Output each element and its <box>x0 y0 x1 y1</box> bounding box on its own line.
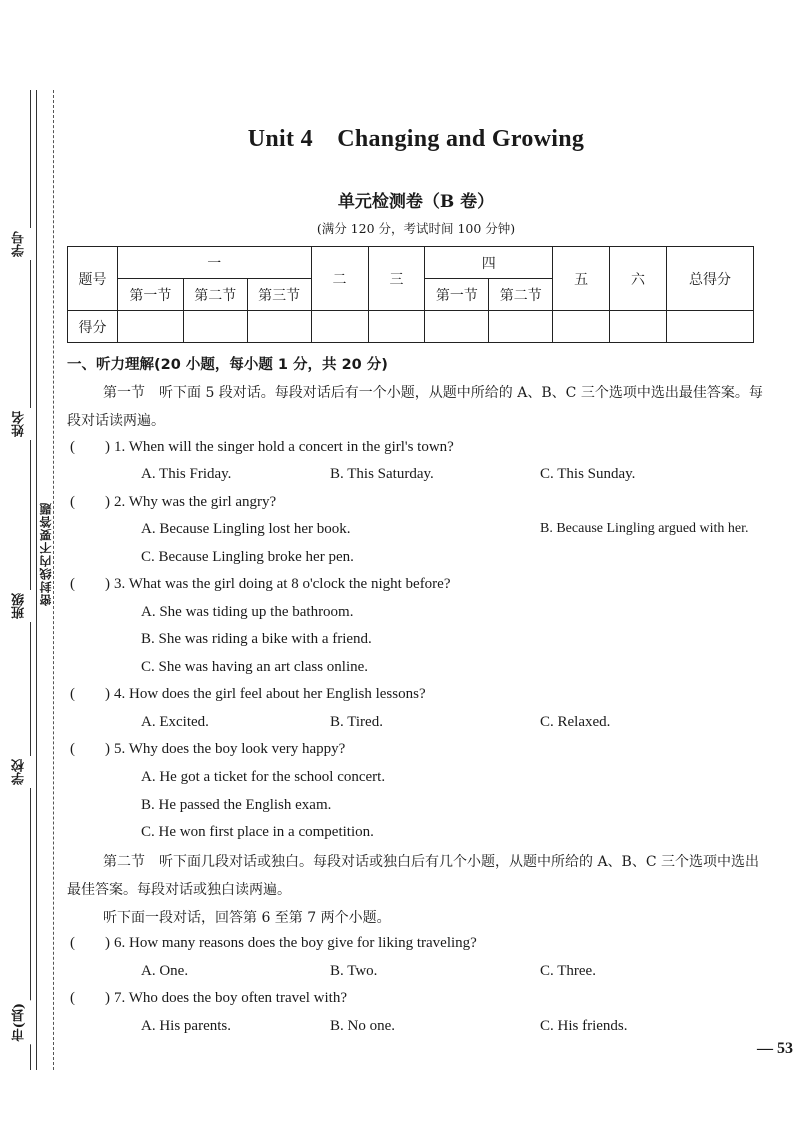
score-cell[interactable] <box>247 311 311 343</box>
part4-section-header: 第一节 <box>425 279 489 311</box>
question-stem: 5. Why does the boy look very happy? <box>114 741 346 757</box>
option-c[interactable]: C. She was having an art class online. <box>141 659 369 675</box>
answer-blank[interactable]: ( ) <box>70 494 110 510</box>
score-cell[interactable] <box>425 311 489 343</box>
score-cell[interactable] <box>368 311 425 343</box>
option-b[interactable]: B. Two. <box>330 963 378 979</box>
score-row-label: 得分 <box>68 311 118 343</box>
answer-blank[interactable]: ( ) <box>70 576 110 592</box>
option-b[interactable]: B. Tired. <box>330 714 383 730</box>
options-row <box>0 464 793 484</box>
option-c[interactable]: C. This Sunday. <box>540 466 636 482</box>
part1-section-header: 第二节 <box>183 279 247 311</box>
options-row <box>0 961 793 981</box>
score-cell[interactable] <box>311 311 368 343</box>
dialogue-intro: 听下面一段对话，回答第 6 至第 7 两个小题。 <box>103 910 391 926</box>
option-a[interactable]: A. This Friday. <box>141 466 232 482</box>
question-stem: 6. How many reasons does the boy give for liking traveling? <box>114 935 477 951</box>
seal-note: 密封线内不要答题 <box>39 502 53 606</box>
option-c[interactable]: C. Relaxed. <box>540 714 611 730</box>
name-label: 姓名 <box>10 408 32 440</box>
answer-blank[interactable]: ( ) <box>70 935 110 951</box>
score-cell[interactable] <box>553 311 610 343</box>
part1-section-header: 第三节 <box>247 279 311 311</box>
option-b[interactable]: B. She was riding a bike with a friend. <box>141 631 372 647</box>
options-row <box>0 629 793 649</box>
question-3 <box>0 574 793 594</box>
answer-blank[interactable]: ( ) <box>70 686 110 702</box>
question-6 <box>0 933 793 953</box>
option-c[interactable]: C. He won first place in a competition. <box>141 824 374 840</box>
question-stem: 1. When will the singer hold a concert in the girl's town? <box>114 439 454 455</box>
score-cell[interactable] <box>183 311 247 343</box>
options-row <box>0 547 793 567</box>
answer-blank[interactable]: ( ) <box>70 741 110 757</box>
option-a[interactable]: A. One. <box>141 963 189 979</box>
option-b[interactable]: B. No one. <box>330 1018 395 1034</box>
answer-blank[interactable]: ( ) <box>70 990 110 1006</box>
exam-note: (满分 120 分，考试时间 100 分钟) <box>316 221 516 236</box>
options-row <box>0 1016 793 1036</box>
part3-header: 三 <box>368 247 425 311</box>
section-heading: 一、听力理解(20 小题，每小题 1 分，共 20 分) <box>67 357 388 373</box>
options-row <box>0 767 793 787</box>
option-c[interactable]: C. Because Lingling broke her pen. <box>141 549 354 565</box>
score-cell[interactable] <box>667 311 754 343</box>
options-row <box>0 657 793 677</box>
options-row <box>0 822 793 842</box>
options-row <box>0 712 793 732</box>
options-row <box>0 602 793 622</box>
question-stem: 3. What was the girl doing at 8 o'clock the night before? <box>114 576 451 592</box>
class-label: 班级 <box>10 590 32 622</box>
option-a[interactable]: A. Because Lingling lost her book. <box>141 521 351 537</box>
total-score-header: 总得分 <box>667 247 754 311</box>
part2-instructions: 第二节 听下面几段对话或独白。每段对话或独白后有几个小题，从题中所给的 A、B、C 三个选项中选出最佳答案。每段对话或独白读两遍。 <box>67 854 760 898</box>
page-number: — 53 <box>757 1040 793 1057</box>
option-b[interactable]: B. Because Lingling argued with her. <box>540 521 749 536</box>
option-a[interactable]: A. His parents. <box>141 1018 231 1034</box>
part1-header: 一 <box>117 247 311 279</box>
score-cell[interactable] <box>117 311 183 343</box>
school-label: 学校 <box>10 756 32 788</box>
option-b[interactable]: B. This Saturday. <box>330 466 434 482</box>
question-stem: 2. Why was the girl angry? <box>114 494 277 510</box>
option-c[interactable]: C. His friends. <box>540 1018 628 1034</box>
option-a[interactable]: A. He got a ticket for the school concert. <box>141 769 386 785</box>
option-c[interactable]: C. Three. <box>540 963 596 979</box>
part2-header: 二 <box>311 247 368 311</box>
question-4 <box>0 684 793 704</box>
question-stem: 4. How does the girl feel about her English lessons? <box>114 686 426 702</box>
part5-header: 五 <box>553 247 610 311</box>
question-1 <box>0 437 793 457</box>
city-label: 市(县) <box>10 1000 32 1044</box>
part1-section-header: 第一节 <box>117 279 183 311</box>
part1-instructions: 第一节 听下面 5 段对话。每段对话后有一个小题，从题中所给的 A、B、C 三个选项中选出最佳答案。每段对话读两遍。 <box>67 385 763 429</box>
answer-blank[interactable]: ( ) <box>70 439 110 455</box>
question-2 <box>0 492 793 512</box>
score-table <box>67 246 754 343</box>
student-id-label: 学号 <box>10 228 32 260</box>
options-row <box>0 795 793 815</box>
question-7 <box>0 988 793 1008</box>
option-a[interactable]: A. She was tiding up the bathroom. <box>141 604 354 620</box>
question-stem: 7. Who does the boy often travel with? <box>114 990 347 1006</box>
options-row <box>0 519 793 539</box>
option-b[interactable]: B. He passed the English exam. <box>141 797 332 813</box>
question-number-header: 题号 <box>68 247 118 311</box>
page-subtitle: 单元检测卷（B 卷） <box>337 192 495 212</box>
part4-section-header: 第二节 <box>489 279 553 311</box>
part6-header: 六 <box>610 247 667 311</box>
question-5 <box>0 739 793 759</box>
score-cell[interactable] <box>489 311 553 343</box>
page-title: Unit 4 Changing and Growing <box>247 126 585 152</box>
score-cell[interactable] <box>610 311 667 343</box>
part4-header: 四 <box>425 247 553 279</box>
option-a[interactable]: A. Excited. <box>141 714 209 730</box>
